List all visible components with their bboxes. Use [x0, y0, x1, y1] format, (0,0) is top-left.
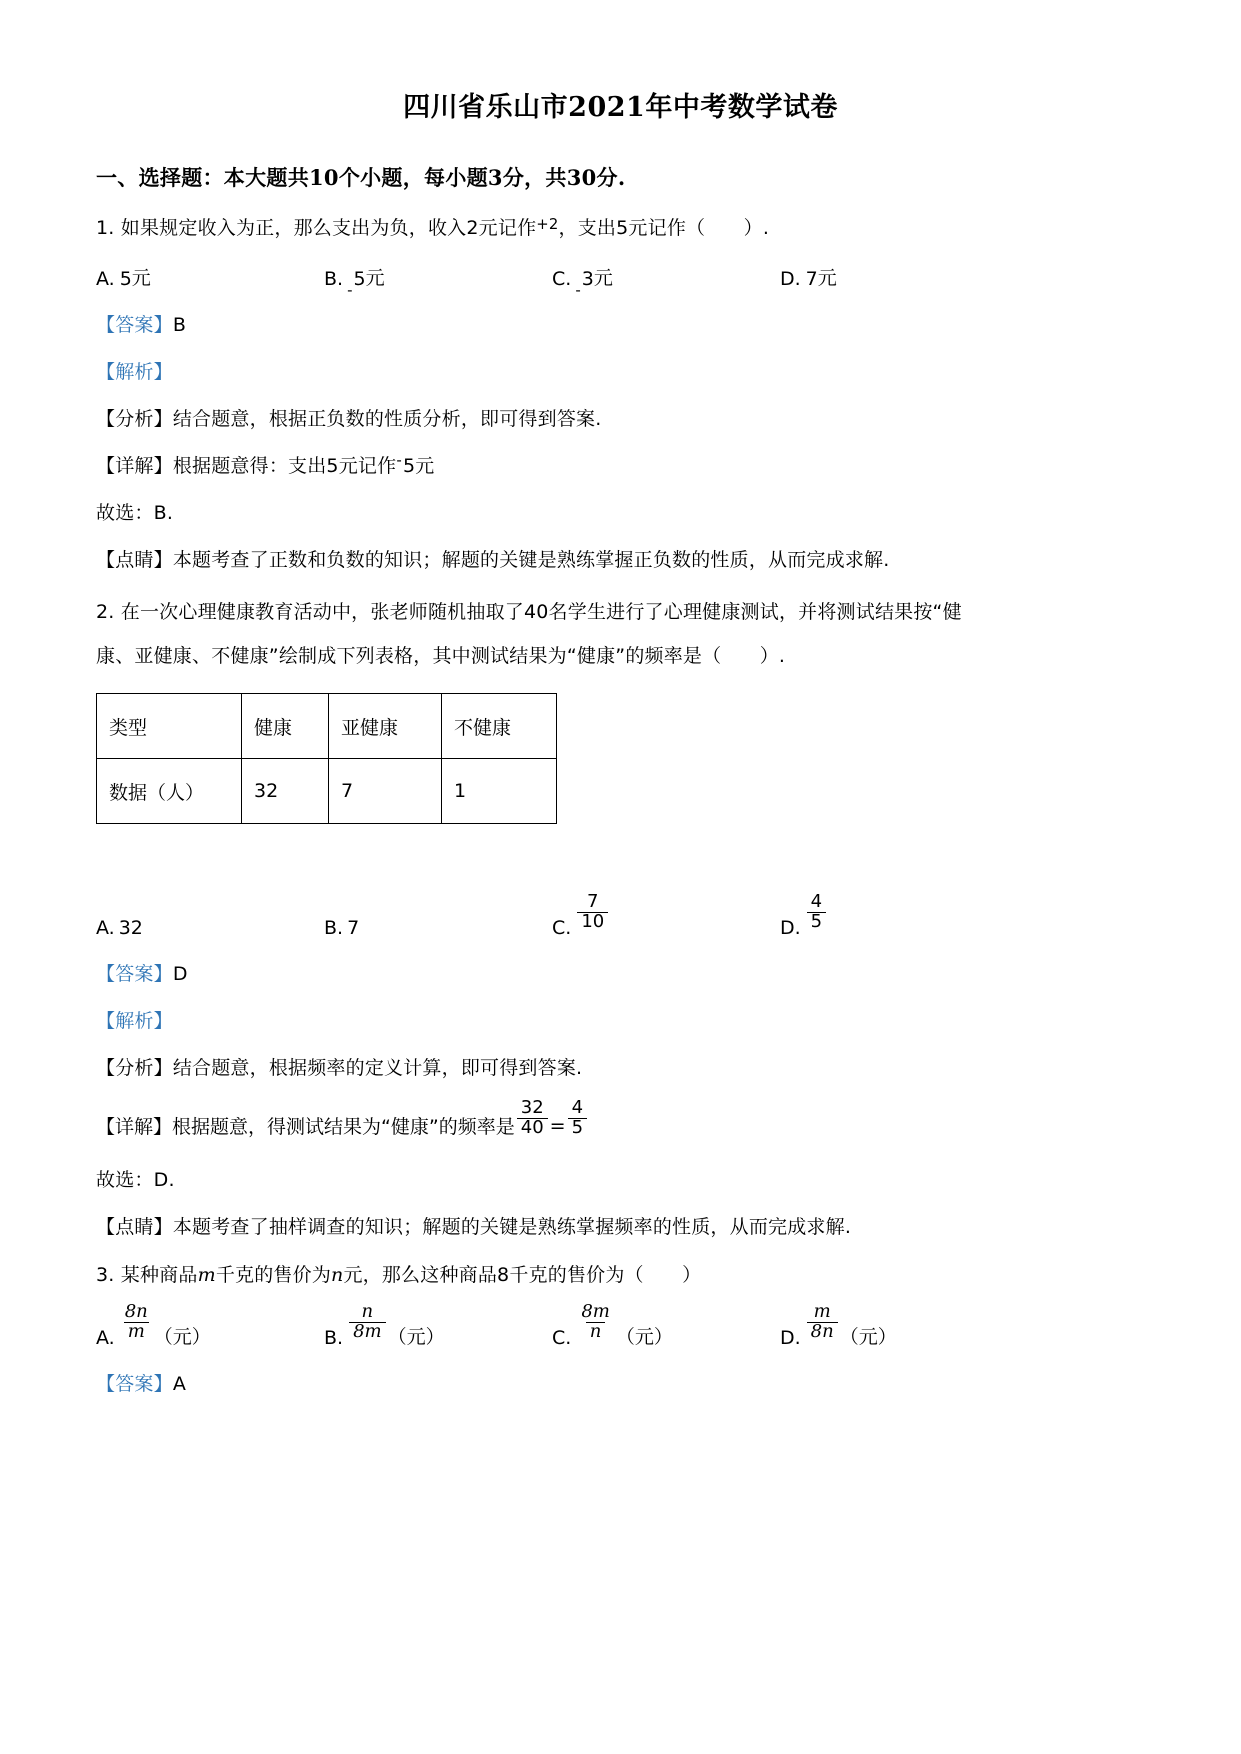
option-value: 3 — [581, 268, 594, 291]
answer-tag: 【答案】 — [96, 1373, 173, 1396]
fraction-denominator: 10 — [577, 912, 608, 932]
insight-text: 本题考查了正数和负数的知识；解题的关键是熟练掌握正负数的性质，从而完成求解. — [172, 549, 890, 572]
question-1-analysis — [96, 384, 1145, 431]
detail-unit: 元 — [415, 455, 435, 478]
question-3-stem-a: 某种商品 — [120, 1264, 198, 1287]
fraction-denominator: 8m — [349, 1322, 386, 1342]
table-header-row — [97, 694, 557, 759]
question-2-data-table — [96, 693, 557, 824]
detail-tag: 【详解】 — [96, 1116, 173, 1139]
question-3-stem — [96, 1239, 1145, 1290]
question-2-stem-line2 — [96, 628, 1145, 671]
analysis-tag: 【分析】 — [96, 408, 173, 431]
answer-value: D — [172, 963, 188, 986]
question-3-option-c[interactable] — [552, 1300, 780, 1350]
choose-value: D. — [153, 1169, 175, 1192]
table-row — [97, 759, 557, 824]
table-cell-unhealthy-count: 1 — [442, 759, 557, 824]
table-header-cell-healthy: 健康 — [242, 694, 329, 759]
answer-value: A — [172, 1373, 187, 1396]
option-label: A. — [96, 1327, 115, 1350]
question-3-stem-c: 元，那么这种商品8千克的售价为（ ） — [343, 1264, 702, 1287]
question-3-stem-b: 千克的售价为 — [215, 1264, 332, 1287]
explain-tag: 【解析】 — [96, 1010, 173, 1033]
question-1-stem-a: 如果规定收入为正，那么支出为负，收入2元记作 — [120, 217, 537, 239]
table-header-cell-subhealthy: 亚健康 — [329, 694, 442, 759]
option-fraction — [577, 890, 608, 932]
question-1-answer — [96, 290, 1145, 337]
detail-fraction-1 — [517, 1096, 548, 1138]
option-label: A. — [96, 917, 115, 940]
question-2-detail — [96, 1080, 1145, 1145]
question-2-insight — [96, 1192, 1145, 1239]
insight-tag: 【点睛】 — [96, 1216, 173, 1239]
option-fraction — [577, 1300, 614, 1342]
fraction-numerator: n — [361, 1300, 374, 1322]
question-1-choose — [96, 478, 1145, 525]
insight-tag: 【点睛】 — [96, 549, 173, 572]
question-3-options — [96, 1291, 1145, 1350]
option-unit: （元） — [615, 1326, 673, 1349]
option-unit: 元 — [365, 267, 385, 290]
option-value: 5 — [353, 268, 366, 291]
fraction-numerator: 7 — [587, 890, 599, 912]
question-3-option-a[interactable] — [96, 1300, 324, 1350]
question-2-number: 2. — [96, 601, 115, 624]
question-1-stem: 1. 如果规定收入为正，那么支出为负，收入2元记作+2，支出5元记作（ ）. — [96, 215, 770, 239]
option-label: A. — [96, 268, 115, 291]
fraction-numerator: 32 — [520, 1096, 544, 1118]
option-label: C. — [552, 1327, 572, 1350]
option-label: B. — [324, 917, 344, 940]
option-label: C. — [552, 268, 572, 291]
question-2-stem-text-2: 康、亚健康、不健康”绘制成下列表格，其中测试结果为“健康”的频率是（ ）. — [96, 644, 786, 667]
option-fraction — [349, 1300, 386, 1342]
option-fraction — [807, 890, 826, 932]
fraction-numerator: m — [813, 1300, 831, 1322]
table-cell-subhealthy-count: 7 — [329, 759, 442, 824]
question-1-explain — [96, 337, 1145, 384]
option-label: B. — [324, 1327, 344, 1350]
fraction-denominator: 8n — [807, 1322, 838, 1342]
question-3-answer — [96, 1349, 1145, 1396]
choose-prefix: 故选： — [96, 1169, 154, 1192]
question-3-option-b[interactable] — [324, 1300, 552, 1350]
option-value: 7 — [347, 917, 360, 940]
table-header-cell-type: 类型 — [97, 694, 242, 759]
answer-value: B — [172, 314, 187, 337]
fraction-numerator: 4 — [571, 1096, 584, 1118]
option-unit: （元） — [153, 1326, 211, 1349]
detail-text: 根据题意，得测试结果为“健康”的频率是 — [172, 1116, 515, 1139]
detail-value: 5 — [402, 455, 416, 478]
option-unit: 元 — [593, 267, 613, 290]
answer-tag: 【答案】 — [96, 963, 173, 986]
question-3-variable-n: n — [331, 1264, 344, 1287]
page-title: 四川省乐山市2021年中考数学试卷 — [403, 92, 838, 123]
option-label: B. — [324, 268, 344, 291]
question-1-stem-b: ，支出5元记作（ ）. — [558, 217, 770, 239]
question-3-number: 3. — [96, 1264, 115, 1287]
question-1-option-c[interactable]: C. - 3 元 — [552, 263, 780, 290]
answer-tag: 【答案】 — [96, 314, 173, 337]
fraction-numerator: 4 — [810, 890, 823, 912]
question-2-answer — [96, 939, 1145, 986]
analysis-text: 结合题意，根据正负数的性质分析，即可得到答案. — [172, 408, 602, 431]
detail-text: 根据题意得：支出5元记作 — [172, 455, 397, 478]
table-header-cell-unhealthy: 不健康 — [442, 694, 557, 759]
fraction-denominator: 5 — [807, 912, 826, 932]
choose-value: B. — [153, 502, 174, 525]
question-3-option-d[interactable] — [780, 1300, 897, 1350]
question-2-option-a[interactable] — [96, 917, 324, 939]
question-1-insight — [96, 525, 1145, 572]
detail-equals-sign: = — [549, 1114, 566, 1137]
detail-sign: - — [396, 451, 402, 470]
question-1-option-a[interactable] — [96, 263, 324, 290]
question-1-detail — [96, 431, 1145, 478]
analysis-text: 结合题意，根据频率的定义计算，即可得到答案. — [172, 1057, 583, 1080]
question-2-analysis — [96, 1033, 1145, 1080]
question-2-option-d[interactable] — [780, 890, 828, 940]
question-2-options — [96, 880, 1145, 939]
fraction-numerator: 8n — [124, 1300, 148, 1322]
question-1-option-b[interactable]: B. - 5 元 — [324, 263, 552, 290]
detail-fraction-2 — [568, 1096, 587, 1138]
question-2-explain — [96, 986, 1145, 1033]
option-unit: 元 — [131, 267, 151, 290]
fraction-denominator: 5 — [568, 1118, 587, 1138]
fraction-denominator: n — [586, 1322, 606, 1342]
explain-tag: 【解析】 — [96, 361, 173, 384]
option-unit: 元 — [817, 267, 837, 290]
option-label: D. — [780, 1327, 801, 1350]
analysis-tag: 【分析】 — [96, 1057, 173, 1080]
fraction-numerator: 8m — [581, 1300, 610, 1322]
option-value: 32 — [118, 917, 143, 940]
option-value: 5 — [119, 268, 132, 291]
fraction-denominator: 40 — [517, 1118, 548, 1138]
table-options-spacer — [96, 824, 1145, 880]
question-2-choose — [96, 1145, 1145, 1192]
insight-text: 本题考查了抽样调查的知识；解题的关键是熟练掌握频率的性质，从而完成求解. — [172, 1216, 852, 1239]
question-2-option-c[interactable] — [552, 890, 780, 940]
option-fraction — [807, 1300, 838, 1342]
option-label: D. — [780, 268, 801, 291]
question-3-variable-m: m — [197, 1264, 216, 1287]
question-2-stem-line1 — [96, 572, 1145, 627]
option-fraction — [121, 1300, 152, 1342]
choose-prefix: 故选： — [96, 502, 154, 525]
fraction-denominator: m — [124, 1322, 149, 1342]
detail-tag: 【详解】 — [96, 455, 173, 478]
option-unit: （元） — [839, 1326, 897, 1349]
option-label: C. — [552, 917, 572, 940]
section-heading: 一、选择题：本大题共10个小题，每小题3分，共30分. — [96, 165, 626, 190]
question-1-option-d[interactable] — [780, 263, 837, 290]
question-1-number: 1. — [96, 217, 115, 239]
table-cell-healthy-count: 32 — [242, 759, 329, 824]
question-1-options — [96, 243, 1145, 300]
option-unit: （元） — [387, 1326, 445, 1349]
table-cell-row-label: 数据（人） — [97, 759, 242, 824]
question-2-stem-text-1: 在一次心理健康教育活动中，张老师随机抽取了40名学生进行了心理健康测试，并将测试结果按“健 — [120, 601, 962, 624]
question-2-option-b[interactable] — [324, 917, 552, 939]
option-label: D. — [780, 917, 801, 940]
option-value: 7 — [805, 268, 818, 291]
